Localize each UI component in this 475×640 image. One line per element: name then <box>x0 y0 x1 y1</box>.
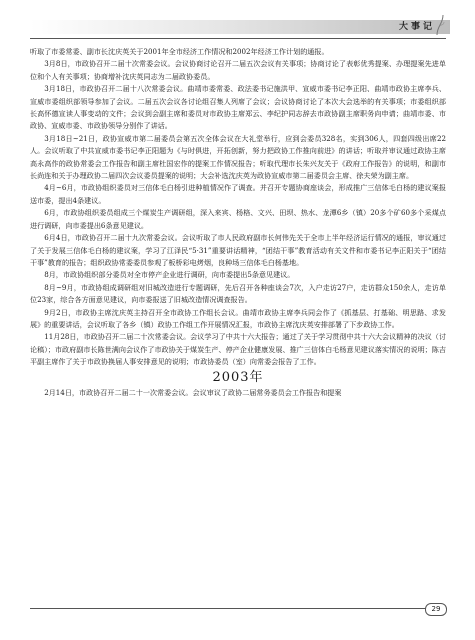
paragraph-6: 6月，市政协组织委员组成三个煤炭生产调研组，深入来宾、杨格、文兴、田坝、热水、龙潭6乡（镇）20多个矿60多个采煤点进行调研，向市委提出6条意见建议。 <box>30 208 446 230</box>
running-header-title: 大事记 <box>398 22 435 32</box>
paragraph-1: 听取了市委常委、副市长沈庆英关于2001年全市经济工作情况和2002年经济工作计划的通报。 <box>30 47 329 56</box>
paragraph-11: 11月28日，市政协召开二届二十次常委会议。会议学习了中共十六大报告；通过了关于学习贯彻中共十六大会议精神的决议（讨论稿）；市政府副市长陈世满向会议作了市政协关于煤炭生产、停产企业健康发展、推广三信体白毛杨意见建议落实情况的说明；陈吉平副主席作了关于市政协换届人事安排意见的说明；市政协委员（室）向常委会报告了工作。 <box>30 332 446 367</box>
header-rule <box>30 38 446 39</box>
paragraph-2: 3月8日，市政协召开二届十次常委会议。会议协商讨论召开二届五次会议有关事项；协商讨论了表彰优秀提案、办理提案先进单位和个人有关事项；协商增补沈庆英同志为二届政协委员。 <box>30 59 446 81</box>
paragraph-4: 3月18日~21日，政协宣威市第二届委员会第五次全体会议在大礼堂举行，应到会委员328名，实到306人，四套四级出席22人。会议听取了中共宣威市委书记李正阳题为《与时俱进，开拓创新，努力把政协工作推向前进》的讲话；听取并审议通过政协主席高永高作的政协常委会工作报告和副主席杜国宏作的提案工作情况报告；听取代理市长朱兴友关于《政府工作报告》的说明，和副市长尚连和关于办理政协二届四次会议委员提案的说明；大会补选沈庆英为政协宣威市第二届委员会主席、徐夫荣为副主席。 <box>30 133 446 181</box>
page-number: 29 <box>425 603 447 616</box>
paragraph-5: 4月~6月，市政协组织委员对三信体毛白杨引进种植情况作了调查。并召开专题协商座谈会，形成推广三信体毛白杨的建议案报送市委，提出4条建议。 <box>30 183 446 205</box>
header-band <box>30 20 450 34</box>
paragraph-10: 9月2日，市政协主席沈庆英主持召开全市政协工作组长会议。曲靖市政协主席李兵同会作了《抓基层、打基础、明思路、求发展》的重要讲话，会议听取了各乡（镇）政协工作组工作开展情况汇报，市政协主席沈庆英安排部署了下步政协工作。 <box>30 307 446 329</box>
paragraph-9: 8月~9月，市政协组成调研组对旧城改造进行专题调研，先后召开各种座谈会7次，入户走访27户，走访群众150余人，走访单位23家，综合各方面意见建议，向市委报送了旧城改造情况调查报告。 <box>30 282 446 305</box>
paragraph-3: 3月18日，市政协召开二届十八次常委会议。曲靖市委常委、政法委书记施洪甲、宣威市委书记李正阳、曲靖市政协主席李兵、宣威市委组织部领导参加了会议。二届五次会议各讨论组召集人列席了会议；会议协商讨论了本次大会选举的有关事项；市委组织部长高怀德宣读人事变动的文件；会议到会副主席和委员对市政协主席郑云、李纪护同志辞去市政协副主席职务向申请；曲靖市委、市政协、宣威市委、市政协领导分别作了讲话。 <box>30 84 446 131</box>
header-ornament-icon <box>435 14 445 36</box>
paragraph-8: 8月，市政协组织部分委员对全市停产企业进行调研，向市委提出5条意见建议。 <box>44 270 295 280</box>
year-heading: 2003年 <box>212 369 264 385</box>
page-body <box>30 46 446 399</box>
footer-rule <box>30 608 446 609</box>
tail-paragraph: 2月14日，市政协召开二届二十一次常委会议。会议审议了政协二届常务委员会工作报告和提案 <box>44 387 342 397</box>
paragraph-7: 6月4日，市政协召开二届十九次常委会议。会议听取了市人民政府副市长何伟先关于全市上半年经济运行情况的通报，审议通过了关于发展三信体毛白杨的建议案，学习了江泽民“5·31”重要讲话精神，“团结干事”教育活动有关文件和市委书记李正阳关于“团结干事”教育的报告；组织政协常委委员参观了板桥彩电烤烟，良种场三信体毛白杨基地。 <box>30 233 446 267</box>
